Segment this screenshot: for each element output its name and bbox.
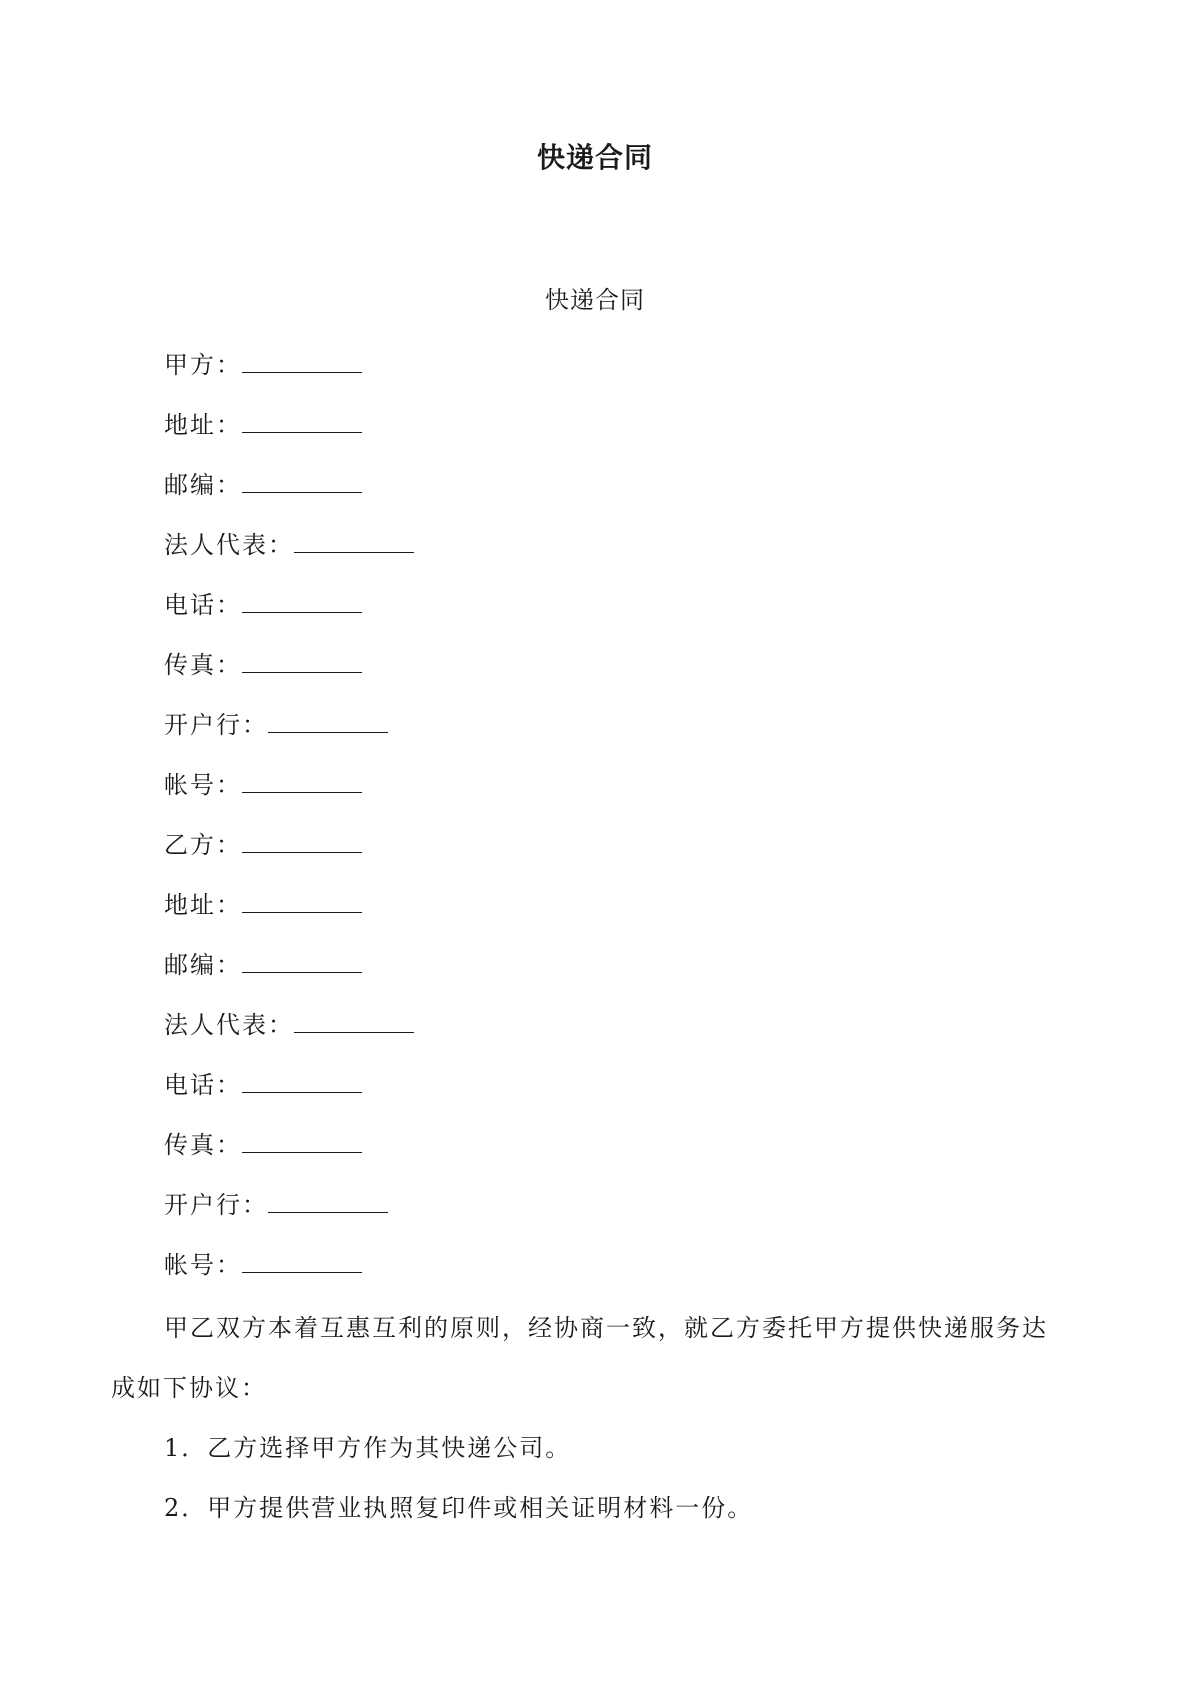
party-a-name-label: 甲方：: [164, 351, 242, 379]
clause-2: 2．甲方提供营业执照复印件或相关证明材料一份。: [164, 1494, 754, 1522]
party-a-fax-row: [164, 648, 414, 708]
party-a-legal-rep-label: 法人代表：: [164, 531, 294, 559]
party-b-bank-blank: [268, 1190, 388, 1213]
party-b-fax-label: 传真：: [164, 1131, 242, 1159]
party-b-name-row: [164, 828, 414, 888]
party-a-account-blank: [242, 770, 362, 793]
document-title: 快递合同: [536, 141, 653, 174]
party-b-bank-label: 开户行：: [164, 1191, 268, 1219]
party-a-name-blank: [242, 350, 362, 373]
party-b-legal-rep-blank: [294, 1010, 414, 1033]
party-a-bank-label: 开户行：: [164, 711, 268, 739]
party-b-name-blank: [242, 830, 362, 853]
contract-heading: 快递合同: [545, 286, 645, 314]
party-b-legal-rep-label: 法人代表：: [164, 1011, 294, 1039]
party-b-account-label: 帐号：: [164, 1251, 242, 1279]
party-b-legal-rep-row: [164, 1008, 414, 1068]
party-a-postcode-row: [164, 468, 414, 528]
agreement-intro: 甲乙双方本着互惠互利的原则，经协商一致，就乙方委托甲方提供快递服务达成如下协议：: [111, 1314, 1048, 1402]
party-b-postcode-label: 邮编：: [164, 951, 242, 979]
party-b-address-row: [164, 888, 414, 948]
party-a-address-row: [164, 408, 414, 468]
party-a-account-label: 帐号：: [164, 771, 242, 799]
party-a-phone-row: [164, 588, 414, 648]
party-a-legal-rep-row: [164, 528, 414, 588]
clause-1: 1．乙方选择甲方作为其快递公司。: [164, 1434, 572, 1462]
party-b-fax-row: [164, 1128, 414, 1188]
party-a-address-blank: [242, 410, 362, 433]
party-b-phone-blank: [242, 1070, 362, 1093]
party-b-account-blank: [242, 1250, 362, 1273]
party-b-address-blank: [242, 890, 362, 913]
party-a-phone-blank: [242, 590, 362, 613]
party-b-postcode-row: [164, 948, 414, 1008]
party-b-phone-label: 电话：: [164, 1071, 242, 1099]
party-a-postcode-blank: [242, 470, 362, 493]
party-b-name-label: 乙方：: [164, 831, 242, 859]
party-a-address-label: 地址：: [164, 411, 242, 439]
party-a-name-row: [164, 348, 414, 408]
party-b-address-label: 地址：: [164, 891, 242, 919]
party-fields: [164, 348, 414, 1308]
party-a-account-row: [164, 768, 414, 828]
party-a-legal-rep-blank: [294, 530, 414, 553]
party-b-fax-blank: [242, 1130, 362, 1153]
party-a-phone-label: 电话：: [164, 591, 242, 619]
party-a-bank-row: [164, 708, 414, 768]
party-a-postcode-label: 邮编：: [164, 471, 242, 499]
party-a-fax-blank: [242, 650, 362, 673]
party-b-postcode-blank: [242, 950, 362, 973]
party-a-bank-blank: [268, 710, 388, 733]
party-a-fax-label: 传真：: [164, 651, 242, 679]
party-b-phone-row: [164, 1068, 414, 1128]
party-b-bank-row: [164, 1188, 414, 1248]
